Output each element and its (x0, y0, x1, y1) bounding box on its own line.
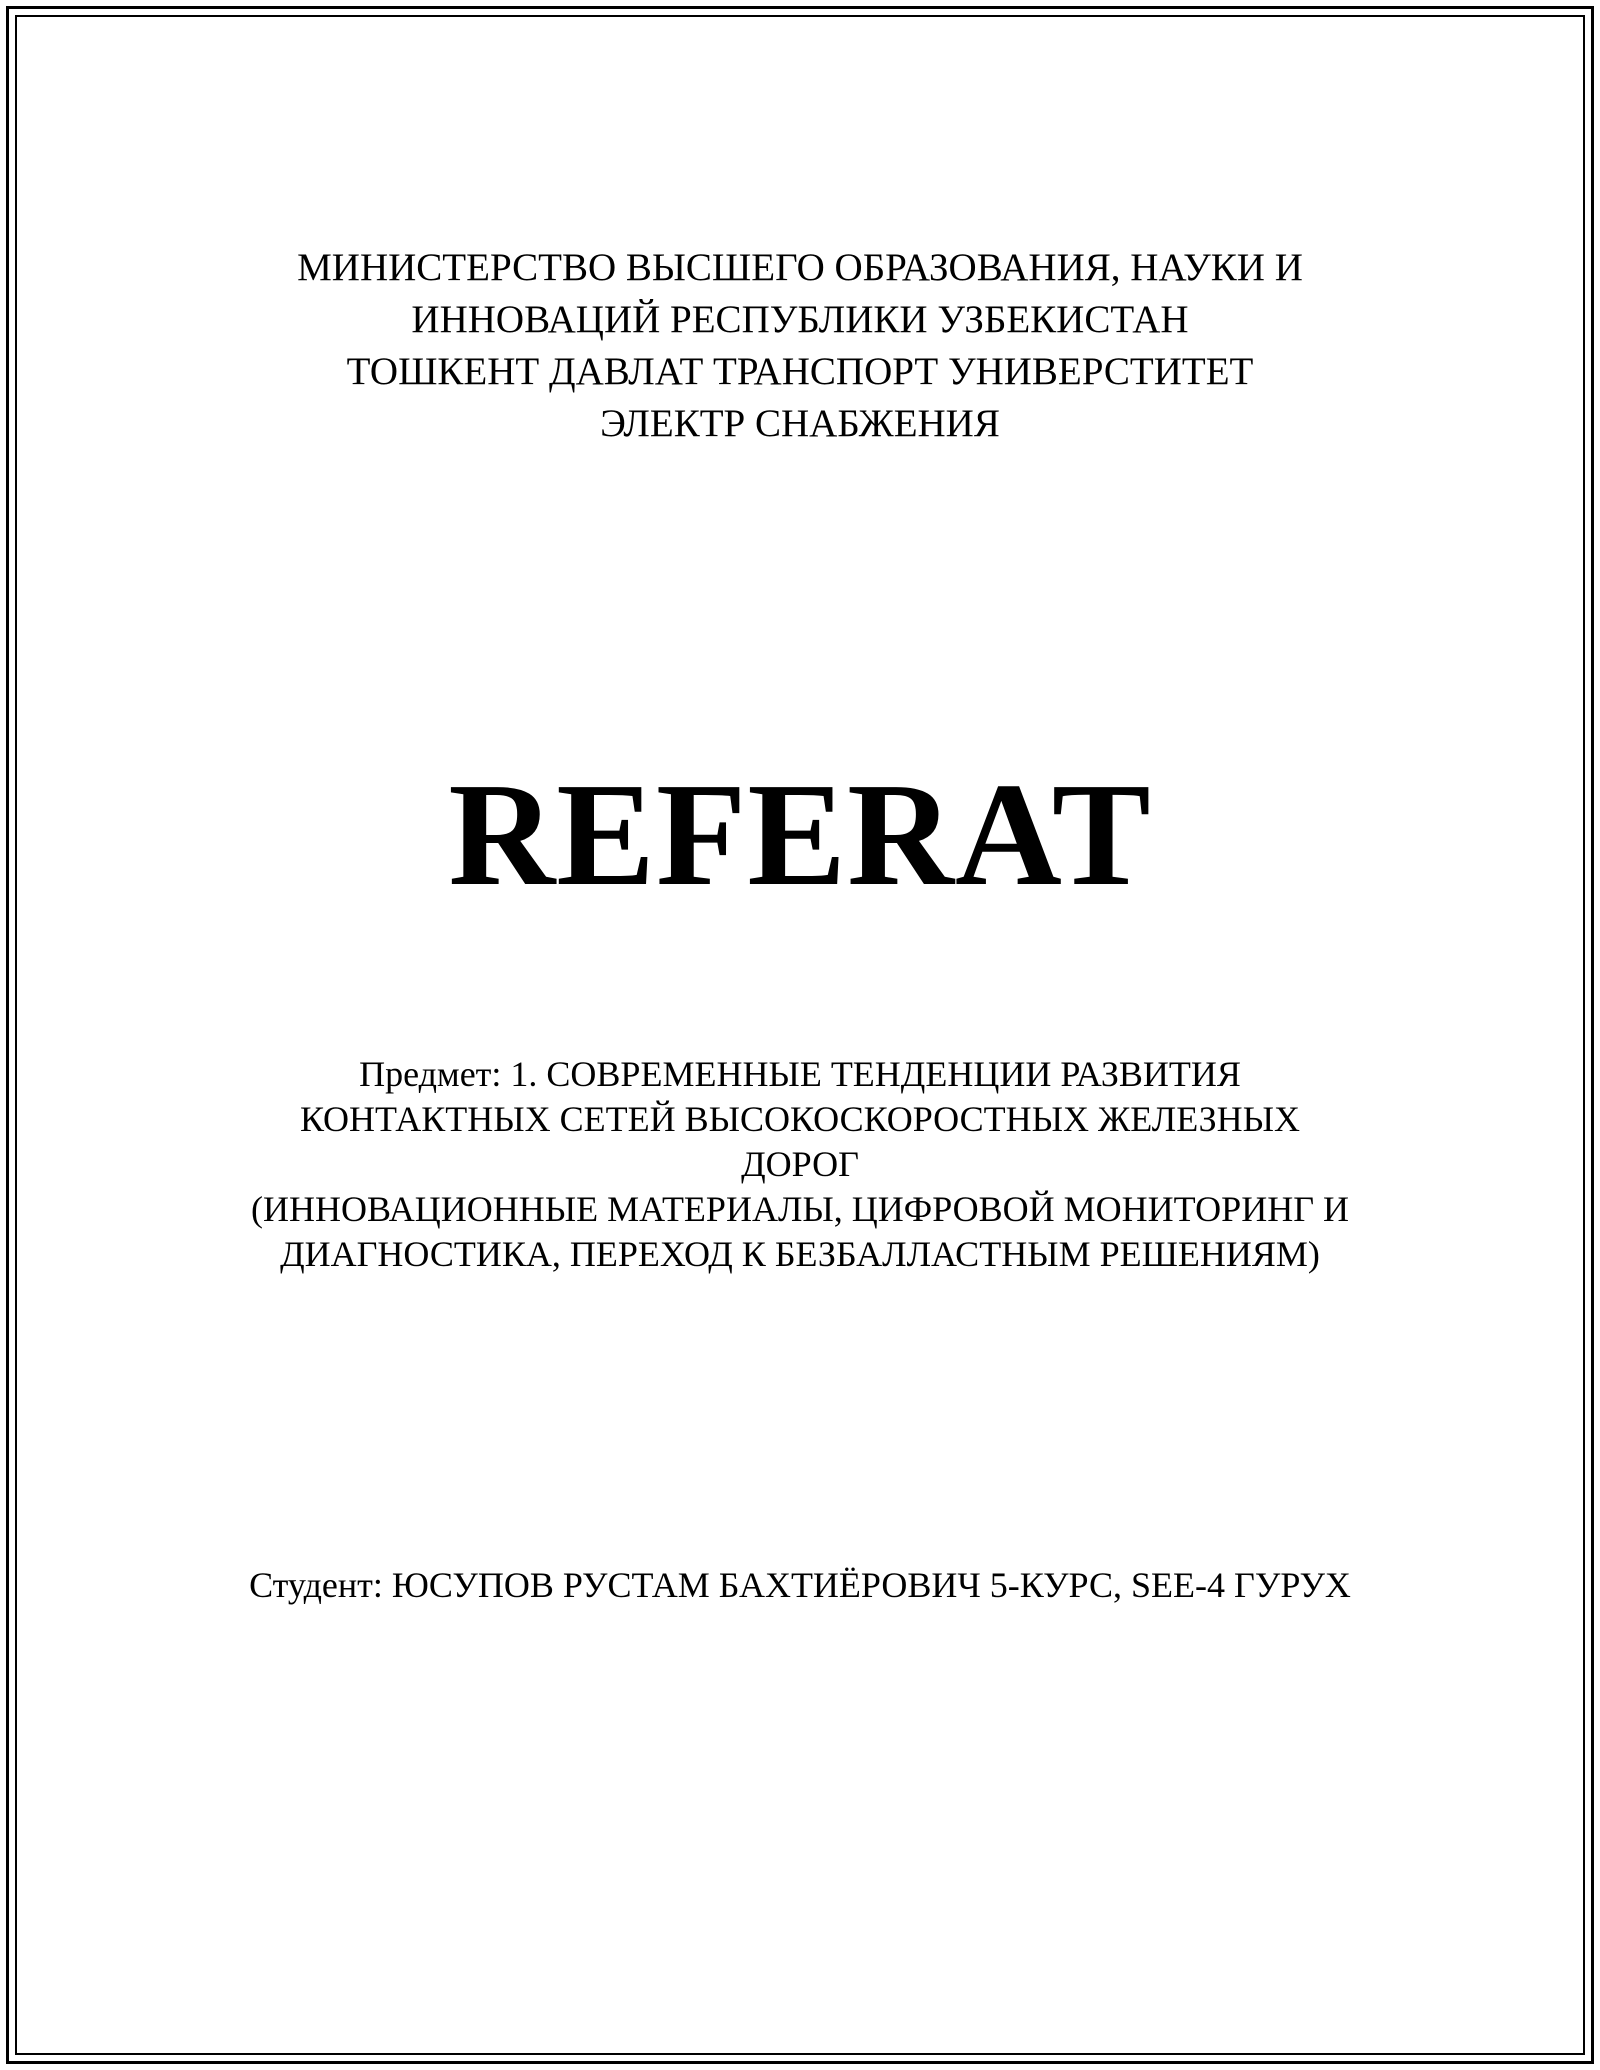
ministry-header-line: МИНИСТЕРСТВО ВЫСШЕГО ОБРАЗОВАНИЯ, НАУКИ И (297, 246, 1303, 289)
document-title: REFERAT (448, 753, 1152, 917)
subject-line: ДОРОГ (741, 1144, 859, 1184)
subject-line: ДИАГНОСТИКА, ПЕРЕХОД К БЕЗБАЛЛАСТНЫМ РЕШЕНИЯМ) (280, 1234, 1320, 1274)
subject-line: (ИННОВАЦИОННЫЕ МАТЕРИАЛЫ, ЦИФРОВОЙ МОНИТОРИНГ И (251, 1189, 1349, 1229)
ministry-header-line: ИННОВАЦИЙ РЕСПУБЛИКИ УЗБЕКИСТАН (411, 298, 1189, 341)
department-name: ЭЛЕКТР СНАБЖЕНИЯ (600, 402, 1000, 445)
subject-line: КОНТАКТНЫХ СЕТЕЙ ВЫСОКОСКОРОСТНЫХ ЖЕЛЕЗНЫХ (299, 1099, 1301, 1139)
subject-section (0, 1052, 1600, 1277)
student-section (0, 1562, 1600, 1608)
student-info: Студент: ЮСУПОВ РУСТАМ БАХТИЁРОВИЧ 5-КУРС, SEE-4 ГУРУХ (249, 1565, 1351, 1605)
title-section (0, 750, 1600, 920)
university-name: ТОШКЕНТ ДАВЛАТ ТРАНСПОРТ УНИВЕРСТИТЕТ (346, 350, 1254, 393)
ministry-header (0, 242, 1600, 450)
subject-line: Предмет: 1. СОВРЕМЕННЫЕ ТЕНДЕНЦИИ РАЗВИТИЯ (359, 1054, 1241, 1094)
